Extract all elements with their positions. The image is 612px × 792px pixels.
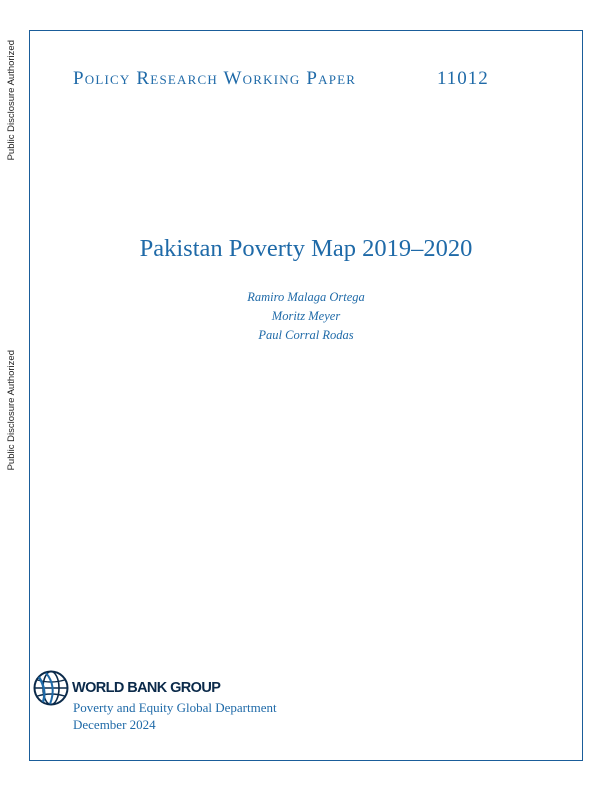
author-name: Ramiro Malaga Ortega — [247, 290, 365, 304]
author-name: Paul Corral Rodas — [258, 328, 354, 342]
world-bank-globe-icon — [33, 670, 69, 706]
author-list — [0, 288, 612, 345]
paper-number: 11012 — [437, 68, 489, 89]
world-bank-group-wordmark: WORLD BANK GROUP — [72, 680, 221, 696]
page-frame — [29, 30, 583, 761]
disclosure-label-middle: Public Disclosure Authorized — [6, 350, 17, 471]
paper-title: Pakistan Poverty Map 2019–2020 — [139, 235, 473, 262]
author-name: Moritz Meyer — [271, 309, 341, 323]
department-name: Poverty and Equity Global Department — [73, 700, 277, 715]
publication-date: December 2024 — [73, 717, 156, 732]
disclosure-label-top: Public Disclosure Authorized — [6, 40, 17, 161]
series-title: Policy Research Working Paper — [73, 68, 357, 89]
